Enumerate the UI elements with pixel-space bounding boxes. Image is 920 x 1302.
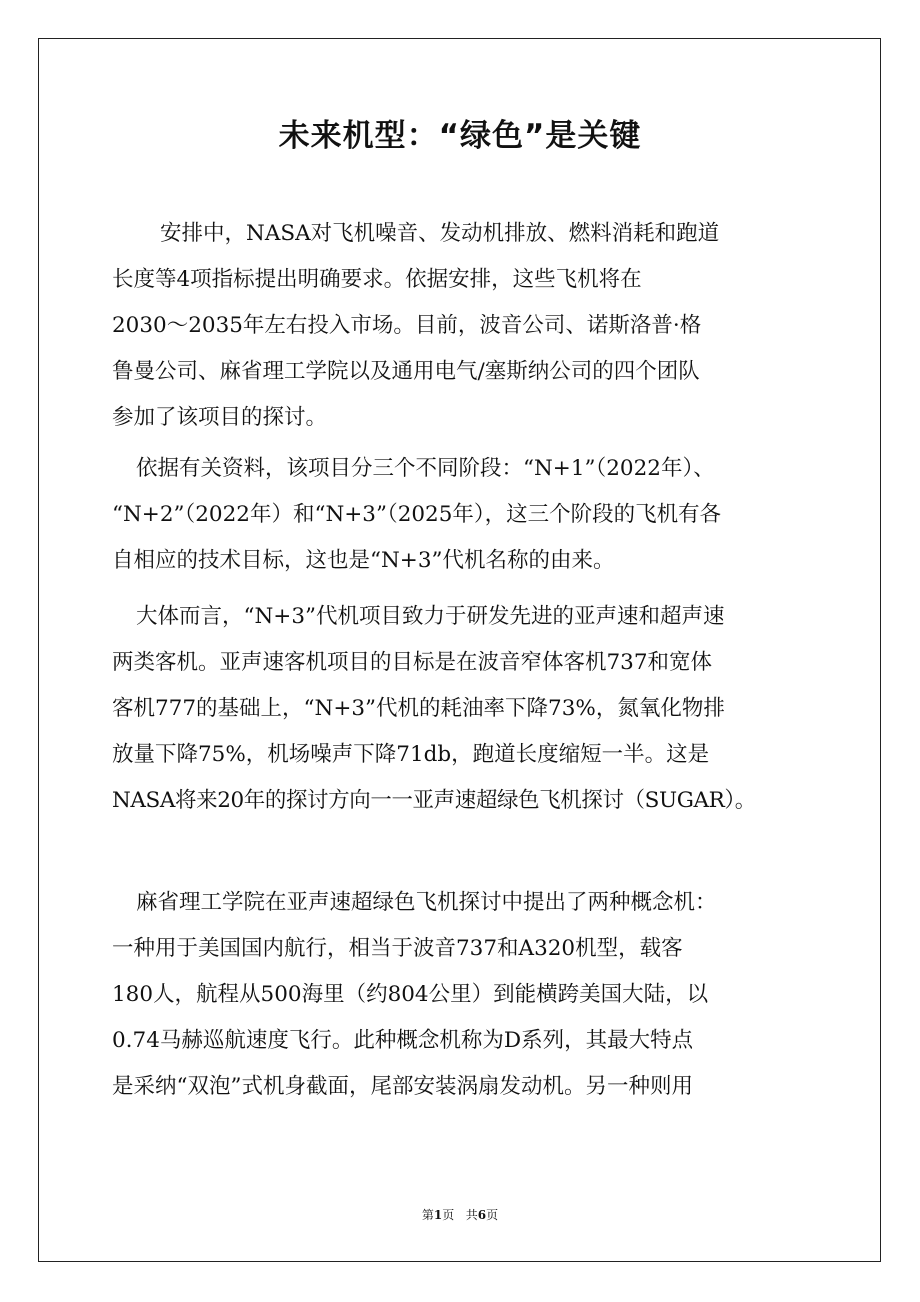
paragraph-line: 一种用于美国国内航行，相当于波音737和A320机型，载客 (112, 936, 683, 961)
paragraph-line: 安排中，NASA对飞机噪音、发动机排放、燃料消耗和跑道 (160, 221, 720, 246)
paragraph-line: 自相应的技术目标，这也是“N+3”代机名称的由来。 (112, 548, 615, 573)
paragraph-2 (112, 446, 812, 584)
paragraph-line: 0.74马赫巡航速度飞行。此种概念机称为D系列，其最大特点 (112, 1028, 694, 1053)
page-footer (0, 1206, 920, 1224)
footer-suffix: 页 (486, 1208, 499, 1222)
document-title: 未来机型：“绿色”是关键 (278, 118, 642, 154)
paragraph-line: 两类客机。亚声速客机项目的目标是在波音窄体客机737和宽体 (112, 650, 713, 675)
paragraph-line: 客机777的基础上，“N+3”代机的耗油率下降73%，氮氧化物排 (112, 696, 725, 721)
paragraph-line: “N+2”（2022年）和“N+3”（2025年），这三个阶段的飞机有各 (112, 502, 722, 527)
footer-current-page: 1 (433, 1208, 443, 1222)
paragraph-line: NASA将来20年的探讨方向一一亚声速超绿色飞机探讨（SUGAR）。 (112, 788, 756, 813)
paragraph-line: 放量下降75%，机场噪声下降71db，跑道长度缩短一半。这是 (112, 742, 710, 767)
footer-prefix: 第 (421, 1208, 434, 1222)
paragraph-4 (112, 880, 812, 1110)
footer-total-pages: 6 (477, 1208, 487, 1222)
paragraph-1 (112, 211, 812, 441)
paragraph-3 (112, 594, 812, 824)
paragraph-line: 长度等4项指标提出明确要求。依据安排，这些飞机将在 (112, 267, 642, 292)
paragraph-line: 鲁曼公司、麻省理工学院以及通用电气/塞斯纳公司的四个团队 (112, 359, 700, 384)
paragraph-line: 麻省理工学院在亚声速超绿色飞机探讨中提出了两种概念机： (136, 890, 717, 915)
paragraph-line: 是采纳“双泡”式机身截面，尾部安装涡扇发动机。另一种则用 (112, 1074, 693, 1099)
paragraph-line: 2030～2035年左右投入市场。目前，波音公司、诺斯洛普·格 (112, 313, 702, 338)
paragraph-line: 参加了该项目的探讨。 (112, 405, 328, 430)
paragraph-line: 180人，航程从500海里（约804公里）到能横跨美国大陆，以 (112, 982, 709, 1007)
paragraph-line: 依据有关资料，该项目分三个不同阶段：“N+1”（2022年）、 (136, 456, 715, 481)
footer-mid: 页 共 (442, 1208, 478, 1222)
paragraph-line: 大体而言，“N+3”代机项目致力于研发先进的亚声速和超声速 (136, 604, 725, 629)
